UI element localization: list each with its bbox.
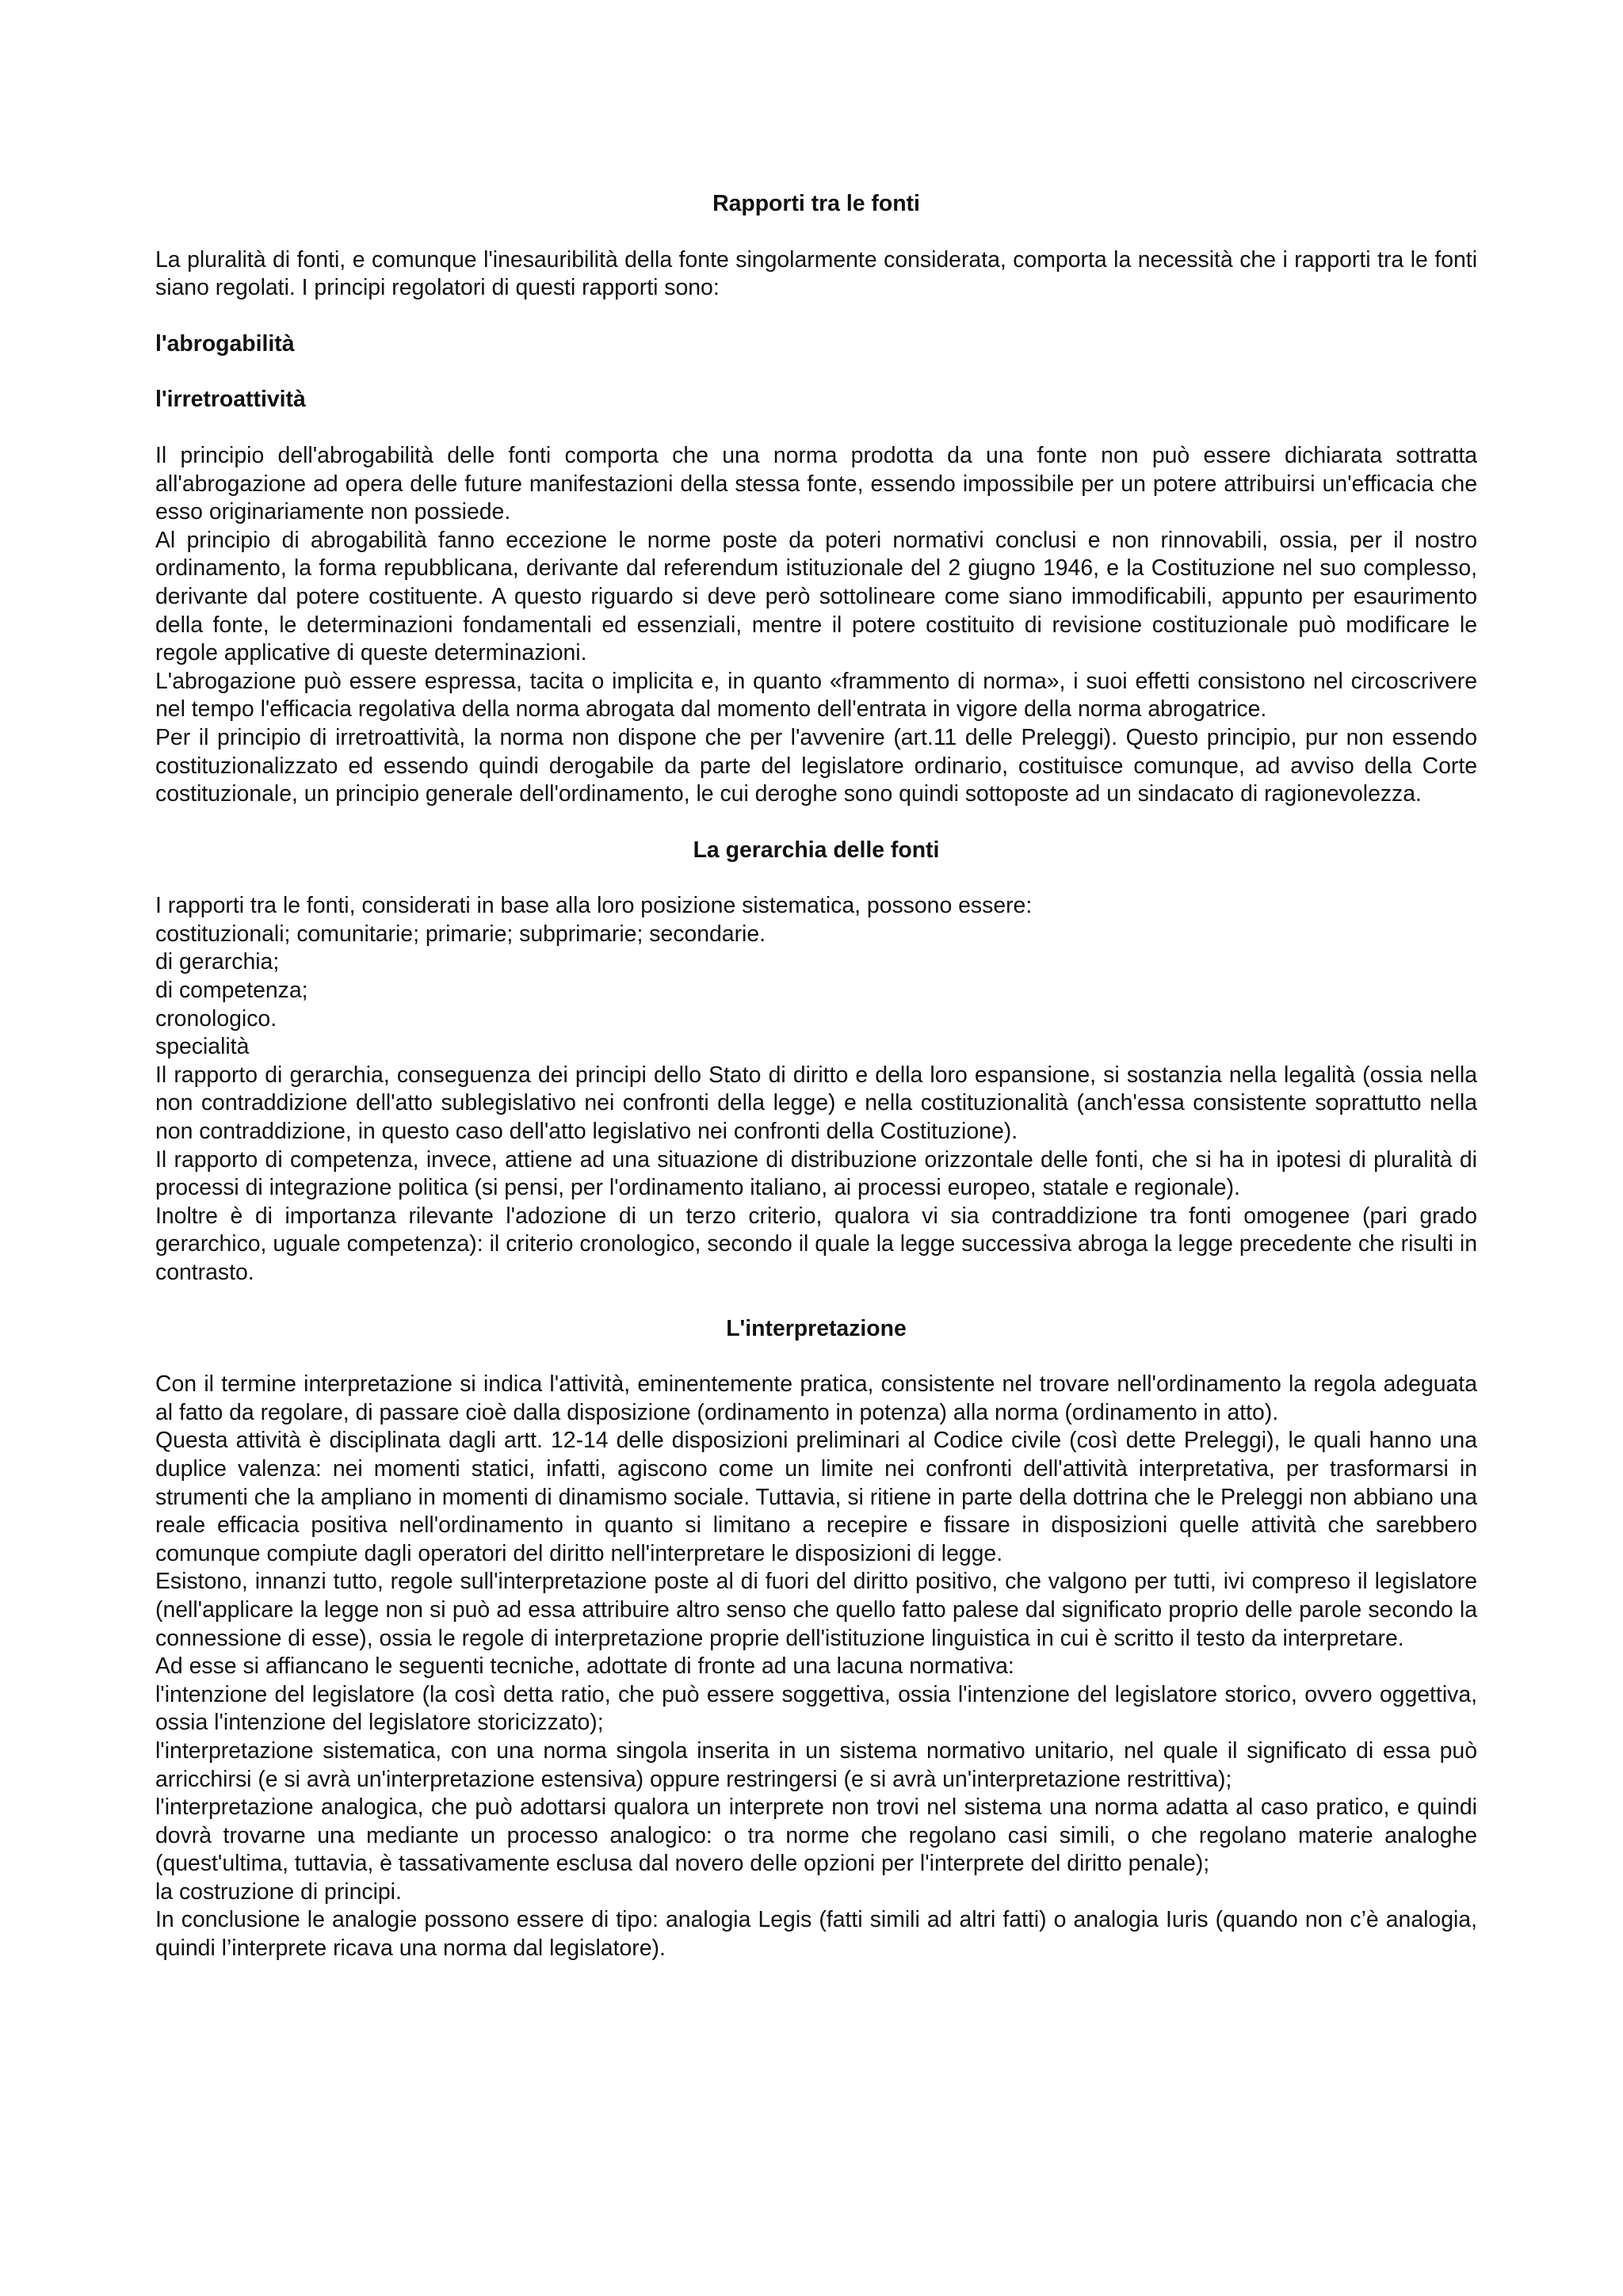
paragraph: l'interpretazione analogica, che può adottarsi qualora un interprete non trovi nel sistema una norma adatta al caso pratico, e quindi dovrà trovarne una mediante un processo analogico: o tra norme che regolano casi simili, o che regolano materie analoghe (quest'ultima, tuttavia, è tassativamente esclusa dal novero delle opzioni per l'interprete del diritto penale); bbox=[155, 1794, 1477, 1877]
paragraph: Il rapporto di competenza, invece, attiene ad una situazione di distribuzione orizzontale delle fonti, che si ha in ipotesi di pluralità di processi di integrazione politica (si pensi, per l'ordinamento italiano, ai processi europeo, statale e regionale). bbox=[155, 1146, 1477, 1201]
principle-abrogabilita: l'abrogabilità bbox=[155, 330, 295, 357]
paragraph: Il principio dell'abrogabilità delle fonti comporta che una norma prodotta da una fonte non può essere dichiarata sottratta all'abrogazione ad opera delle future manifestazioni della stessa fonte, essendo impossibile per un potere attribuirsi un'efficacia che esso originariamente non possiede. bbox=[155, 442, 1477, 525]
paragraph: Al principio di abrogabilità fanno eccezione le norme poste da poteri normativi conclusi e non rinnovabili, ossia, per il nostro ordinamento, la forma repubblicana, derivante dal referendum istituzionale del 2 giugno 1946, e la Costituzione nel suo complesso, derivante dal potere costituente. A questo riguardo si deve però sottolineare come siano immodificabili, appunto per esaurimento della fonte, le determinazioni fondamentali ed essenziali, mentre il potere costituito di revisione costituzionale può modificare le regole applicative di queste determinazioni. bbox=[155, 527, 1477, 666]
paragraph: Ad esse si affiancano le seguenti tecniche, adottate di fronte ad una lacuna normativa: bbox=[155, 1653, 1014, 1680]
section-title-interpretazione: L'interpretazione bbox=[726, 1315, 907, 1341]
section-title-rapporti: Rapporti tra le fonti bbox=[712, 191, 920, 216]
list-line: di gerarchia; bbox=[155, 949, 280, 975]
document-page bbox=[155, 190, 1477, 1963]
list-line: costituzionali; comunitarie; primarie; subprimarie; secondarie. bbox=[155, 921, 766, 947]
paragraph: Esistono, innanzi tutto, regole sull'interpretazione poste al di fuori del diritto positivo, che valgono per tutti, ivi compreso il legislatore (nell'applicare la legge non si può ad essa attribuire altro senso che quello fatto palese dal significato proprio delle parole secondo la connessione di esse), ossia le regole di interpretazione proprie dell'istituzione linguistica in cui è scritto il testo da interpretare. bbox=[155, 1569, 1477, 1651]
paragraph-intro: La pluralità di fonti, e comunque l'inesauribilità della fonte singolarmente considerata, comporta la necessità che i rapporti tra le fonti siano regolati. I principi regolatori di questi rapporti sono: bbox=[155, 246, 1477, 301]
paragraph: L'abrogazione può essere espressa, tacita o implicita e, in quanto «frammento di norma», i suoi effetti consistono nel circoscrivere nel tempo l'efficacia regolativa della norma abrogata dal momento dell'entrata in vigore della norma abrogatrice. bbox=[155, 668, 1477, 723]
list-line: cronologico. bbox=[155, 1005, 277, 1032]
paragraph: In conclusione le analogie possono essere di tipo: analogia Legis (fatti simili ad altri fatti) o analogia Iuris (quando non c’è analogia, quindi l’interprete ricava una norma dal legislatore). bbox=[155, 1907, 1477, 1962]
paragraph: l'interpretazione sistematica, con una norma singola inserita in un sistema normativo unitario, nel quale il significato di essa può arricchirsi (e si avrà un'interpretazione estensiva) oppure restringersi (e si avrà un'interpretazione restrittiva); bbox=[155, 1737, 1477, 1792]
paragraph: I rapporti tra le fonti, considerati in base alla loro posizione sistematica, possono essere: bbox=[155, 893, 1033, 919]
list-line: la costruzione di principi. bbox=[155, 1878, 402, 1905]
paragraph: Per il principio di irretroattività, la norma non dispone che per l'avvenire (art.11 delle Preleggi). Questo principio, pur non essendo costituzionalizzato ed essendo quindi derogabile da parte del legislatore ordinario, costituisce comunque, ad avviso della Corte costituzionale, un principio generale dell'ordinamento, le cui deroghe sono quindi sottoposte ad un sindacato di ragionevolezza. bbox=[155, 724, 1477, 807]
list-line: specialità bbox=[155, 1034, 250, 1060]
paragraph: l'intenzione del legislatore (la così detta ratio, che può essere soggettiva, ossia l'intenzione del legislatore storico, ovvero oggettiva, ossia l'intenzione del legislatore storicizzato); bbox=[155, 1681, 1477, 1736]
paragraph: Inoltre è di importanza rilevante l'adozione di un terzo criterio, qualora vi sia contraddizione tra fonti omogenee (pari grado gerarchico, uguale competenza): il criterio cronologico, secondo il quale la legge successiva abroga la legge precedente che risulti in contrasto. bbox=[155, 1203, 1477, 1285]
section-title-gerarchia: La gerarchia delle fonti bbox=[693, 837, 940, 863]
paragraph: Questa attività è disciplinata dagli artt. 12-14 delle disposizioni preliminari al Codice civile (così dette Preleggi), le quali hanno una duplice valenza: nei momenti statici, infatti, agiscono come un limite nei confronti dell'attività interpretativa, per trasformarsi in strumenti che la ampliano in momenti di dinamismo sociale. Tuttavia, si ritiene in parte della dottrina che le Preleggi non abbiano una reale efficacia positiva nell'ordinamento in quanto si limitano a recepire e fissare in disposizioni quelle attività che sarebbero comunque compiute dagli operatori del diritto nell'interpretare le disposizioni di legge. bbox=[155, 1428, 1477, 1566]
paragraph: Con il termine interpretazione si indica l'attività, eminentemente pratica, consistente nel trovare nell'ordinamento la regola adeguata al fatto da regolare, di passare cioè dalla disposizione (ordinamento in potenza) alla norma (ordinamento in atto). bbox=[155, 1371, 1477, 1425]
list-line: di competenza; bbox=[155, 978, 308, 1004]
paragraph: Il rapporto di gerarchia, conseguenza dei principi dello Stato di diritto e della loro espansione, si sostanzia nella legalità (ossia nella non contraddizione dell'atto sublegislativo nei confronti della legge) e nella costituzionalità (anch'essa consistente soprattutto nella non contraddizione, in questo caso dell'atto legislativo nei confronti della Costituzione). bbox=[155, 1062, 1477, 1145]
principle-irretroattivita: l'irretroattività bbox=[155, 387, 306, 413]
